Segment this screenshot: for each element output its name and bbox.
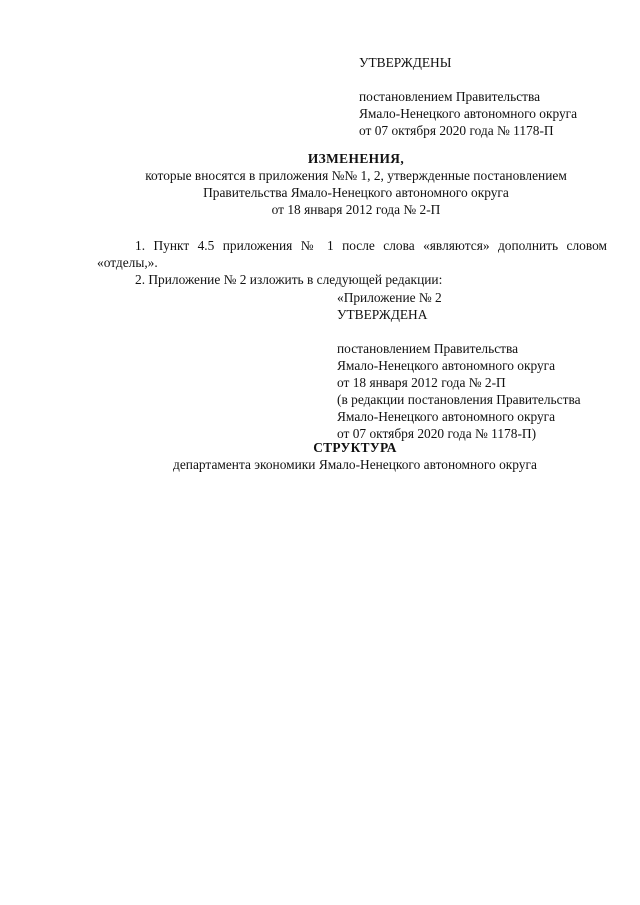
changes-line: от 18 января 2012 года № 2-П — [271, 202, 441, 217]
changes-heading-block — [90, 150, 622, 218]
item-2-paragraph: 2. Приложение № 2 изложить в следующей редакции: — [135, 272, 443, 287]
appendix-line: Ямало-Ненецкого автономного округа — [337, 409, 556, 424]
structure-subtitle: департамента экономики Ямало-Ненецкого автономного округа — [173, 457, 537, 472]
appendix-approval-block — [337, 289, 627, 442]
approval-heading: УТВЕРЖДЕНЫ — [359, 55, 452, 70]
changes-line: Правительства Ямало-Ненецкого автономного округа — [203, 185, 509, 200]
appendix-line: от 07 октября 2020 года № 1178-П) — [337, 426, 537, 441]
approval-block — [359, 54, 629, 139]
appendix-line: Ямало-Ненецкого автономного округа — [337, 358, 556, 373]
changes-title: ИЗМЕНЕНИЯ, — [307, 151, 405, 166]
item-1-line-2: «отделы,». — [97, 255, 158, 270]
spacer — [337, 323, 627, 340]
appendix-line: (в редакции постановления Правительства — [337, 392, 581, 407]
item-1-paragraph — [97, 237, 607, 254]
appendix-line: постановлением Правительства — [337, 341, 519, 356]
structure-title: СТРУКТУРА — [313, 440, 397, 455]
appendix-heading: УТВЕРЖДЕНА — [337, 307, 428, 322]
structure-heading-block — [100, 439, 610, 473]
body-text — [97, 237, 607, 288]
approval-line: Ямало-Ненецкого автономного округа — [359, 106, 578, 121]
item-1-line-1: 1. Пункт 4.5 приложения № 1 после слова «являются» дополнить словом — [135, 238, 607, 253]
appendix-line: от 18 января 2012 года № 2-П — [337, 375, 506, 390]
approval-line: от 07 октября 2020 года № 1178-П — [359, 123, 554, 138]
approval-line: постановлением Правительства — [359, 89, 541, 104]
changes-line: которые вносятся в приложения №№ 1, 2, утвержденные постановлением — [145, 168, 567, 183]
appendix-line: «Приложение № 2 — [337, 290, 442, 305]
